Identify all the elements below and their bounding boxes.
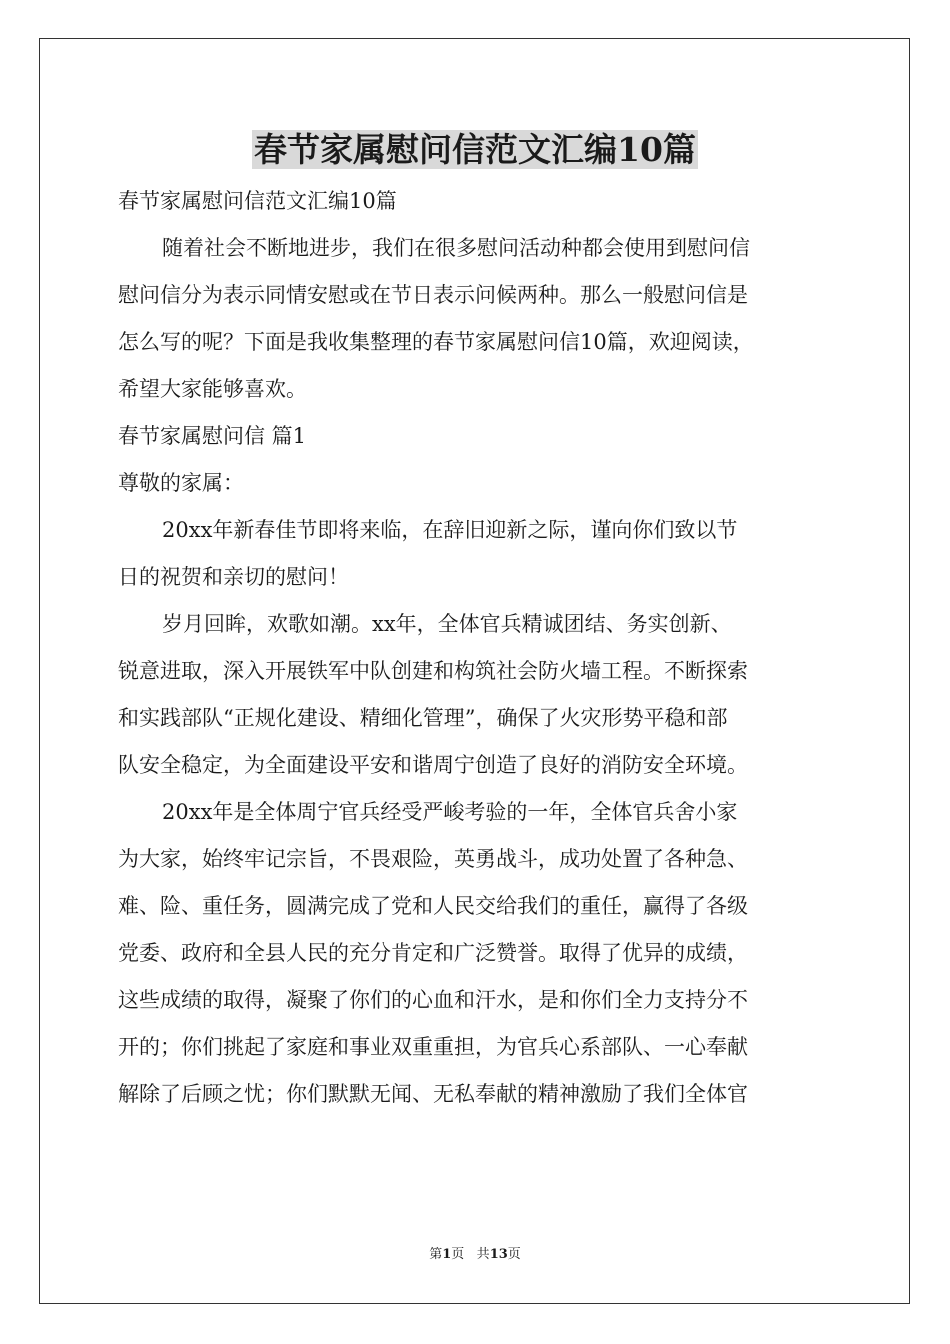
subtitle-line: 春节家属慰问信范文汇编10篇 — [118, 189, 397, 213]
page-prefix: 第 — [429, 1247, 443, 1262]
body-line: 党委、政府和全县人民的充分肯定和广泛赞誉。取得了优异的成绩， — [118, 941, 748, 965]
document-title — [0, 128, 950, 172]
total-prefix: 共 — [476, 1247, 490, 1262]
body-line: 日的祝贺和亲切的慰问！ — [118, 565, 349, 589]
body-line: 锐意进取，深入开展铁军中队创建和构筑社会防火墙工程。不断探索 — [118, 659, 748, 683]
body-line: 随着社会不断地进步，我们在很多慰问活动种都会使用到慰问信 — [162, 236, 750, 260]
body-line: 队安全稳定，为全面建设平安和谐周宁创造了良好的消防安全环境。 — [118, 753, 748, 777]
body-line: 难、险、重任务，圆满完成了党和人民交给我们的重任，赢得了各级 — [118, 894, 748, 918]
section-heading: 春节家属慰问信 篇1 — [118, 424, 307, 448]
body-line: 为大家，始终牢记宗旨，不畏艰险，英勇战斗，成功处置了各种急、 — [118, 847, 748, 871]
total-pages: 13 — [489, 1247, 508, 1262]
page-number: 1 — [442, 1247, 452, 1262]
body-line: 这些成绩的取得，凝聚了你们的心血和汗水，是和你们全力支持分不 — [118, 988, 748, 1012]
body-line: 慰问信分为表示同情安慰或在节日表示问候两种。那么一般慰问信是 — [118, 283, 748, 307]
body-line: 和实践部队“正规化建设、精细化管理”，确保了火灾形势平稳和部 — [118, 706, 728, 730]
document-body — [118, 178, 833, 1118]
page-footer — [0, 1246, 950, 1264]
body-line: 岁月回眸，欢歌如潮。xx年，全体官兵精诚团结、务实创新、 — [162, 612, 732, 636]
body-line: 希望大家能够喜欢。 — [118, 377, 307, 401]
body-line: 20xx年是全体周宁官兵经受严峻考验的一年，全体官兵舍小家 — [162, 800, 738, 824]
document-title-text: 春节家属慰问信范文汇编10篇 — [254, 130, 696, 169]
body-line: 解除了后顾之忧；你们默默无闻、无私奉献的精神激励了我们全体官 — [118, 1082, 748, 1106]
salutation: 尊敬的家属： — [118, 471, 244, 495]
body-line: 20xx年新春佳节即将来临，在辞旧迎新之际，谨向你们致以节 — [162, 518, 738, 542]
body-line: 开的；你们挑起了家庭和事业双重重担，为官兵心系部队、一心奉献 — [118, 1035, 748, 1059]
page-suffix: 页 — [451, 1247, 465, 1262]
total-suffix: 页 — [507, 1247, 521, 1262]
body-line: 怎么写的呢？下面是我收集整理的春节家属慰问信10篇，欢迎阅读， — [118, 330, 754, 354]
